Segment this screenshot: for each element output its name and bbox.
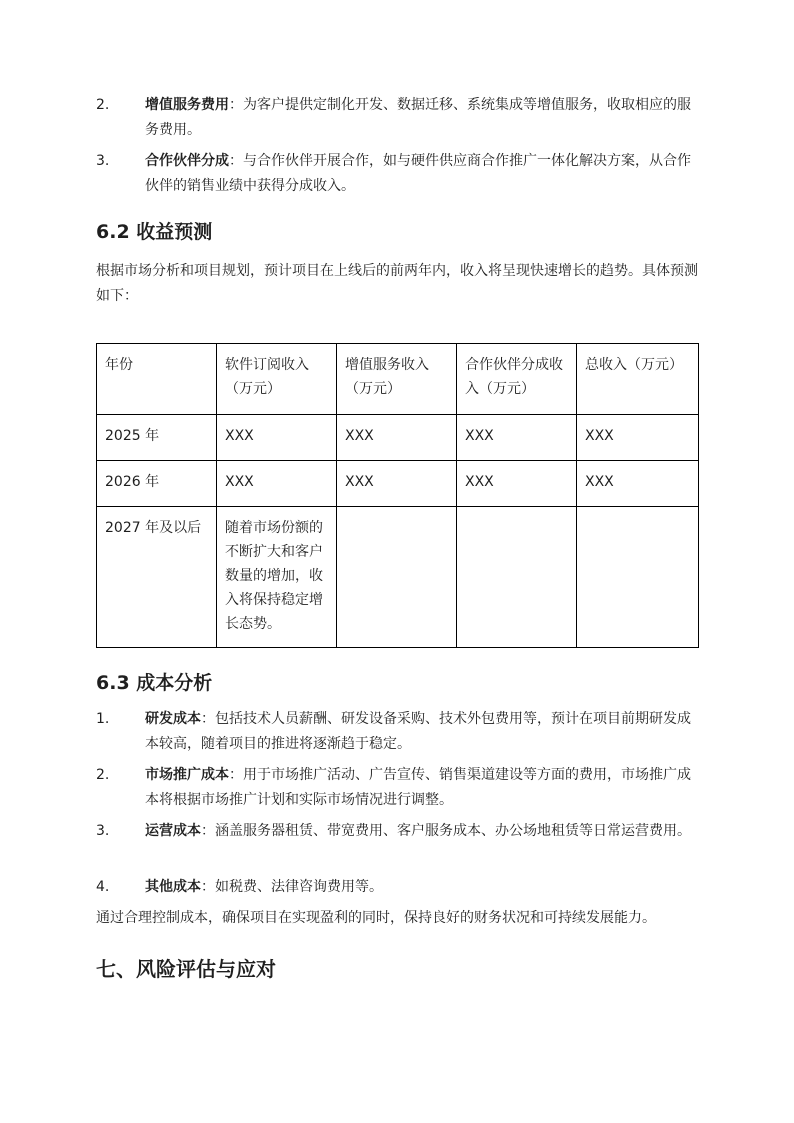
cost-summary: 通过合理控制成本，确保项目在实现盈利的同时，保持良好的财务状况和可持续发展能力。 <box>96 910 656 926</box>
list-term: 运营成本 <box>145 823 201 839</box>
table-header-cell: 合作伙伴分成收入（万元） <box>457 344 577 415</box>
list-text: 用于市场推广活动、广告宣传、销售渠道建设等方面的费用，市场推广成本将根据市场推广计划和实际市场情况进行调整。 <box>145 767 691 808</box>
list-term: 其他成本 <box>145 879 201 895</box>
list-term: 合作伙伴分成 <box>145 153 229 169</box>
list-separator: ： <box>201 823 215 839</box>
table-cell: XXX <box>577 461 699 507</box>
table-cell: XXX <box>457 415 577 461</box>
list-number: 2. <box>96 767 110 783</box>
list-item <box>96 763 700 813</box>
list-number: 3. <box>96 153 110 169</box>
list-item <box>96 149 700 199</box>
table-cell: XXX <box>577 415 699 461</box>
list-item <box>96 93 700 143</box>
table-cell: 随着市场份额的不断扩大和客户数量的增加，收入将保持稳定增长态势。 <box>217 507 337 648</box>
section-heading-7: 七、风险评估与应对 <box>96 957 276 981</box>
table-cell: 2027 年及以后 <box>97 507 217 648</box>
list-text: 包括技术人员薪酬、研发设备采购、技术外包费用等，预计在项目前期研发成本较高，随着项目的推进将逐渐趋于稳定。 <box>145 711 691 752</box>
list-number: 4. <box>96 879 110 895</box>
list-term: 研发成本 <box>145 711 201 727</box>
table-cell: XXX <box>337 461 457 507</box>
list-number: 3. <box>96 823 110 839</box>
list-text: 如税费、法律咨询费用等。 <box>215 879 383 895</box>
table-row <box>97 415 699 461</box>
list-item <box>96 707 700 757</box>
table-row <box>97 507 699 648</box>
table-header-cell: 增值服务收入（万元） <box>337 344 457 415</box>
table-cell <box>577 507 699 648</box>
revenue-forecast-table <box>96 343 699 648</box>
list-item <box>96 819 700 844</box>
list-separator: ： <box>201 711 215 727</box>
section-heading-6-3: 6.3 成本分析 <box>96 672 213 694</box>
section-intro: 根据市场分析和项目规划，预计项目在上线后的前两年内，收入将呈现快速增长的趋势。具体预测如下： <box>96 263 698 304</box>
table-cell <box>337 507 457 648</box>
list-term: 增值服务费用 <box>145 97 229 113</box>
list-separator: ： <box>229 767 243 783</box>
list-text: 与合作伙伴开展合作，如与硬件供应商合作推广一体化解决方案，从合作伙伴的销售业绩中获得分成收入。 <box>145 153 691 194</box>
list-separator: ： <box>201 879 215 895</box>
list-text: 涵盖服务器租赁、带宽费用、客户服务成本、办公场地租赁等日常运营费用。 <box>215 823 691 839</box>
table-header-cell: 软件订阅收入（万元） <box>217 344 337 415</box>
list-separator: ： <box>229 153 243 169</box>
list-number: 2. <box>96 97 110 113</box>
table-cell: 2025 年 <box>97 415 217 461</box>
list-separator: ： <box>229 97 243 113</box>
table-cell <box>457 507 577 648</box>
table-cell: XXX <box>457 461 577 507</box>
table-cell: XXX <box>337 415 457 461</box>
table-row <box>97 461 699 507</box>
table-header-cell: 年份 <box>97 344 217 415</box>
section-heading-6-2: 6.2 收益预测 <box>96 221 213 243</box>
list-term: 市场推广成本 <box>145 767 229 783</box>
table-cell: XXX <box>217 415 337 461</box>
list-text: 为客户提供定制化开发、数据迁移、系统集成等增值服务，收取相应的服务费用。 <box>145 97 691 138</box>
table-cell: XXX <box>217 461 337 507</box>
list-item <box>96 875 700 900</box>
table-header-row <box>97 344 699 415</box>
table-header-cell: 总收入（万元） <box>577 344 699 415</box>
list-number: 1. <box>96 711 110 727</box>
table-cell: 2026 年 <box>97 461 217 507</box>
